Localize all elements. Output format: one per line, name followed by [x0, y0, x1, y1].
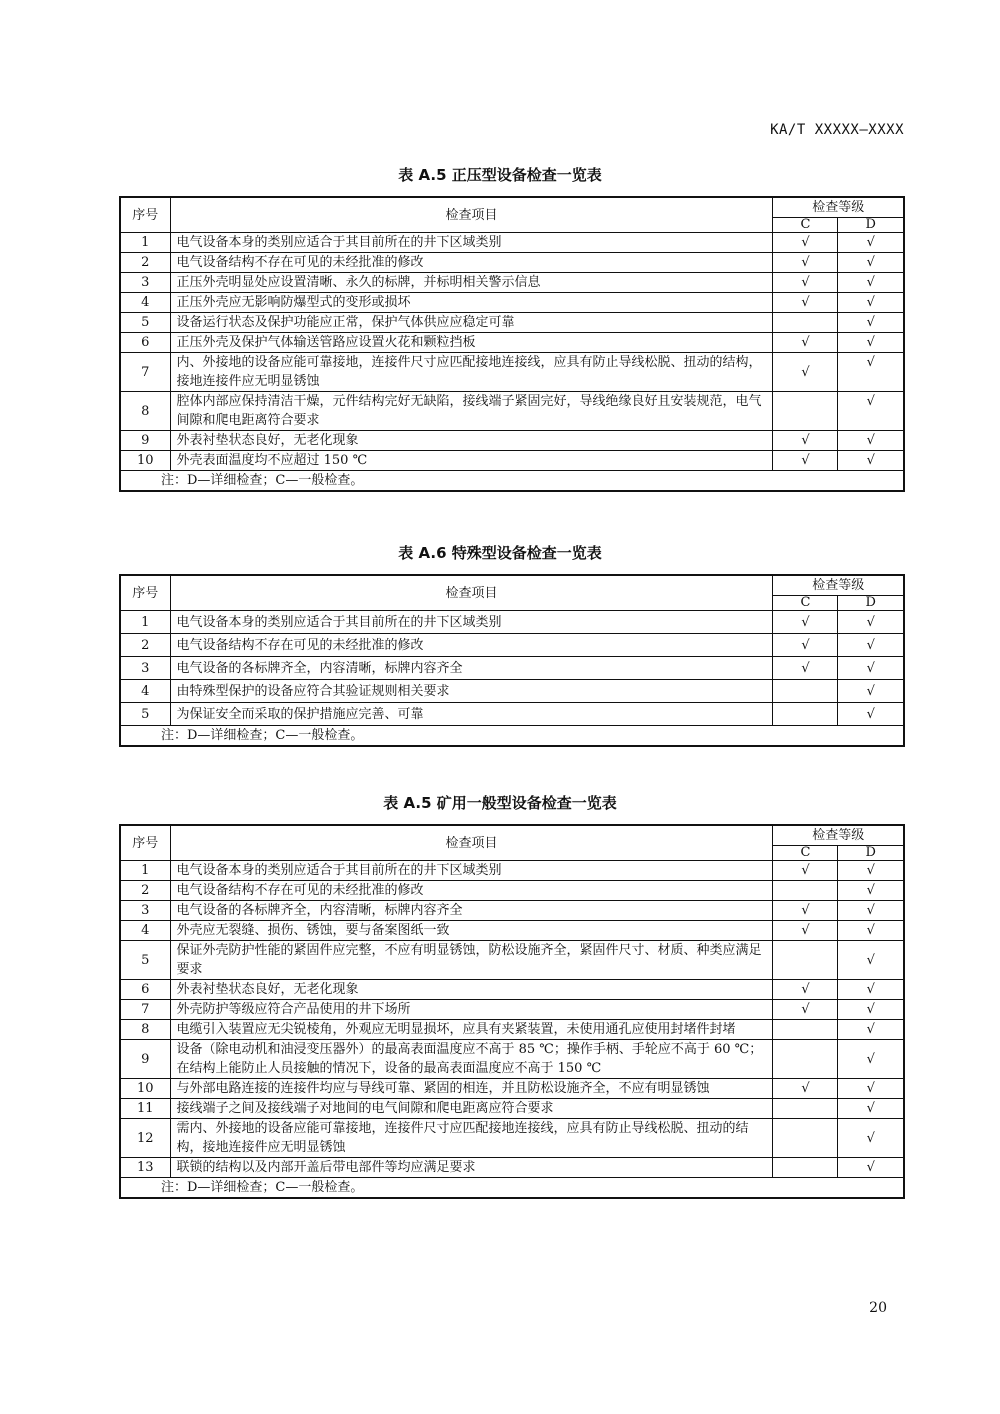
cell-c: √ — [773, 1079, 838, 1099]
cell-no: 2 — [120, 881, 170, 901]
cell-item: 由特殊型保护的设备应符合其验证规则相关要求 — [170, 680, 773, 703]
table-row — [120, 1079, 904, 1099]
cell-c: √ — [773, 431, 838, 451]
cell-item: 电气设备的各标牌齐全，内容清晰，标牌内容齐全 — [170, 901, 773, 921]
cell-item: 设备运行状态及保护功能应正常，保护气体供应应稳定可靠 — [170, 313, 773, 333]
cell-item: 外表衬垫状态良好，无老化现象 — [170, 980, 773, 1000]
header-check-item: 检查项目 — [170, 575, 773, 611]
cell-d: √ — [838, 980, 904, 1000]
cell-d: √ — [838, 634, 904, 657]
cell-d: √ — [838, 293, 904, 313]
table-row — [120, 634, 904, 657]
cell-item: 电气设备的各标牌齐全，内容清晰，标牌内容齐全 — [170, 657, 773, 680]
table-special-type — [119, 574, 905, 747]
cell-c — [773, 1040, 838, 1079]
table-row — [120, 1158, 904, 1178]
table-row — [120, 392, 904, 431]
table-row — [120, 1040, 904, 1079]
cell-item: 设备（除电动机和油浸变压器外）的最高表面温度应不高于 85 ℃；操作手柄、手轮应不高于 60 ℃；在结构上能防止人员接触的情况下，设备的最高表面温度应不高于 150 ℃ — [170, 1040, 773, 1079]
cell-c — [773, 392, 838, 431]
cell-c: √ — [773, 611, 838, 634]
table-row — [120, 313, 904, 333]
table-positive-pressure — [119, 196, 905, 492]
cell-item: 需内、外接地的设备应能可靠接地，连接件尺寸应匹配接地连接线，应具有防止导线松脱、扭动的结构，接地连接件应无明显锈蚀 — [170, 1119, 773, 1158]
header-check-item: 检查项目 — [170, 197, 773, 233]
cell-c — [773, 1119, 838, 1158]
table-row — [120, 1099, 904, 1119]
table-row — [120, 431, 904, 451]
cell-c — [773, 881, 838, 901]
cell-item: 正压外壳明显处应设置清晰、永久的标牌，并标明相关警示信息 — [170, 273, 773, 293]
table-note-row — [120, 471, 904, 492]
cell-c — [773, 941, 838, 980]
cell-d: √ — [838, 451, 904, 471]
cell-d: √ — [838, 1158, 904, 1178]
cell-no: 7 — [120, 1000, 170, 1020]
cell-c: √ — [773, 634, 838, 657]
table-row — [120, 680, 904, 703]
cell-no: 2 — [120, 253, 170, 273]
cell-d: √ — [838, 1119, 904, 1158]
cell-d: √ — [838, 1040, 904, 1079]
cell-item: 电气设备本身的类别应适合于其目前所在的井下区域类别 — [170, 233, 773, 253]
cell-item: 外壳防护等级应符合产品使用的井下场所 — [170, 1000, 773, 1020]
cell-no: 6 — [120, 333, 170, 353]
cell-item: 为保证安全而采取的保护措施应完善、可靠 — [170, 703, 773, 726]
table-note: 注：D—详细检查；C—一般检查。 — [120, 726, 904, 747]
cell-no: 4 — [120, 921, 170, 941]
cell-no: 7 — [120, 353, 170, 392]
cell-item: 电气设备本身的类别应适合于其目前所在的井下区域类别 — [170, 861, 773, 881]
cell-no: 4 — [120, 680, 170, 703]
cell-c — [773, 703, 838, 726]
cell-c: √ — [773, 273, 838, 293]
cell-no: 2 — [120, 634, 170, 657]
table-note-row — [120, 726, 904, 747]
table-row — [120, 611, 904, 634]
cell-item: 接线端子之间及接线端子对地间的电气间隙和爬电距离应符合要求 — [170, 1099, 773, 1119]
cell-item: 联锁的结构以及内部开盖后带电部件等均应满足要求 — [170, 1158, 773, 1178]
cell-c: √ — [773, 861, 838, 881]
table-row — [120, 233, 904, 253]
cell-no: 8 — [120, 392, 170, 431]
header-serial-no: 序号 — [120, 197, 170, 233]
cell-no: 5 — [120, 941, 170, 980]
cell-c: √ — [773, 333, 838, 353]
cell-no: 11 — [120, 1099, 170, 1119]
page-number: 20 — [869, 1300, 887, 1316]
header-serial-no: 序号 — [120, 825, 170, 861]
cell-no: 6 — [120, 980, 170, 1000]
cell-no: 1 — [120, 611, 170, 634]
cell-d: √ — [838, 703, 904, 726]
table-row — [120, 657, 904, 680]
table-note-row — [120, 1178, 904, 1199]
cell-d: √ — [838, 353, 904, 392]
table-row — [120, 861, 904, 881]
cell-no: 5 — [120, 313, 170, 333]
header-level-d: D — [838, 218, 904, 233]
cell-item: 与外部电路连接的连接件均应与导线可靠、紧固的相连，并且防松设施齐全，不应有明显锈蚀 — [170, 1079, 773, 1099]
header-check-level: 检查等级 — [773, 825, 904, 846]
table-row — [120, 293, 904, 313]
cell-d: √ — [838, 657, 904, 680]
cell-d: √ — [838, 611, 904, 634]
cell-d: √ — [838, 392, 904, 431]
table-row — [120, 333, 904, 353]
table-row — [120, 1020, 904, 1040]
cell-c — [773, 313, 838, 333]
cell-d: √ — [838, 333, 904, 353]
cell-item: 电气设备结构不存在可见的未经批准的修改 — [170, 881, 773, 901]
cell-d: √ — [838, 861, 904, 881]
header-check-level: 检查等级 — [773, 197, 904, 218]
cell-c: √ — [773, 233, 838, 253]
document-code: KA/T XXXXX—XXXX — [770, 122, 904, 138]
cell-c: √ — [773, 353, 838, 392]
cell-item: 外表衬垫状态良好，无老化现象 — [170, 431, 773, 451]
header-level-d: D — [838, 846, 904, 861]
table-title-special-type: 表 A.6 特殊型设备检查一览表 — [398, 544, 602, 562]
table-row — [120, 703, 904, 726]
cell-no: 9 — [120, 431, 170, 451]
table-note: 注：D—详细检查；C—一般检查。 — [120, 471, 904, 492]
cell-c: √ — [773, 901, 838, 921]
cell-no: 9 — [120, 1040, 170, 1079]
cell-c — [773, 1020, 838, 1040]
cell-no: 12 — [120, 1119, 170, 1158]
cell-c: √ — [773, 1000, 838, 1020]
header-serial-no: 序号 — [120, 575, 170, 611]
cell-d: √ — [838, 941, 904, 980]
cell-c: √ — [773, 293, 838, 313]
cell-no: 4 — [120, 293, 170, 313]
table-row — [120, 253, 904, 273]
table-row — [120, 1000, 904, 1020]
table-row — [120, 353, 904, 392]
cell-c: √ — [773, 980, 838, 1000]
cell-c — [773, 1099, 838, 1119]
cell-no: 10 — [120, 451, 170, 471]
table-row — [120, 881, 904, 901]
header-level-c: C — [773, 218, 838, 233]
cell-c: √ — [773, 253, 838, 273]
cell-d: √ — [838, 921, 904, 941]
cell-d: √ — [838, 273, 904, 293]
cell-item: 外壳表面温度均不应超过 150 ℃ — [170, 451, 773, 471]
cell-c: √ — [773, 451, 838, 471]
cell-d: √ — [838, 680, 904, 703]
cell-d: √ — [838, 313, 904, 333]
header-level-d: D — [838, 596, 904, 611]
cell-c — [773, 1158, 838, 1178]
table-row — [120, 941, 904, 980]
table-general-mining — [119, 824, 905, 1199]
cell-d: √ — [838, 1020, 904, 1040]
cell-item: 外壳应无裂缝、损伤、锈蚀，要与备案图纸一致 — [170, 921, 773, 941]
table-row — [120, 451, 904, 471]
cell-no: 8 — [120, 1020, 170, 1040]
cell-d: √ — [838, 1000, 904, 1020]
cell-c: √ — [773, 921, 838, 941]
cell-c — [773, 680, 838, 703]
table-title-positive-pressure: 表 A.5 正压型设备检查一览表 — [398, 166, 602, 184]
cell-item: 电气设备本身的类别应适合于其目前所在的井下区域类别 — [170, 611, 773, 634]
table-row — [120, 901, 904, 921]
table-row — [120, 980, 904, 1000]
cell-no: 5 — [120, 703, 170, 726]
cell-d: √ — [838, 1099, 904, 1119]
table-row — [120, 273, 904, 293]
cell-d: √ — [838, 1079, 904, 1099]
cell-no: 1 — [120, 233, 170, 253]
cell-d: √ — [838, 901, 904, 921]
cell-no: 3 — [120, 657, 170, 680]
header-level-c: C — [773, 846, 838, 861]
cell-no: 3 — [120, 901, 170, 921]
cell-item: 正压外壳及保护气体输送管路应设置火花和颗粒挡板 — [170, 333, 773, 353]
cell-item: 电气设备结构不存在可见的未经批准的修改 — [170, 634, 773, 657]
cell-c: √ — [773, 657, 838, 680]
header-check-item: 检查项目 — [170, 825, 773, 861]
cell-d: √ — [838, 881, 904, 901]
cell-item: 内、外接地的设备应能可靠接地，连接件尺寸应匹配接地连接线，应具有防止导线松脱、扭动的结构，接地连接件应无明显锈蚀 — [170, 353, 773, 392]
table-note: 注：D—详细检查；C—一般检查。 — [120, 1178, 904, 1199]
cell-d: √ — [838, 253, 904, 273]
cell-no: 1 — [120, 861, 170, 881]
cell-item: 电缆引入装置应无尖锐棱角，外观应无明显损坏，应具有夹紧装置，未使用通孔应使用封堵件封堵 — [170, 1020, 773, 1040]
cell-no: 10 — [120, 1079, 170, 1099]
cell-item: 保证外壳防护性能的紧固件应完整，不应有明显锈蚀，防松设施齐全，紧固件尺寸、材质、种类应满足要求 — [170, 941, 773, 980]
cell-d: √ — [838, 233, 904, 253]
header-check-level: 检查等级 — [773, 575, 904, 596]
cell-item: 电气设备结构不存在可见的未经批准的修改 — [170, 253, 773, 273]
cell-no: 3 — [120, 273, 170, 293]
table-row — [120, 921, 904, 941]
cell-item: 正压外壳应无影响防爆型式的变形或损坏 — [170, 293, 773, 313]
table-row — [120, 1119, 904, 1158]
cell-d: √ — [838, 431, 904, 451]
header-level-c: C — [773, 596, 838, 611]
cell-no: 13 — [120, 1158, 170, 1178]
table-title-general-mining: 表 A.5 矿用一般型设备检查一览表 — [383, 794, 617, 812]
cell-item: 腔体内部应保持清洁干燥，元件结构完好无缺陷，接线端子紧固完好，导线绝缘良好且安装规范，电气间隙和爬电距离符合要求 — [170, 392, 773, 431]
